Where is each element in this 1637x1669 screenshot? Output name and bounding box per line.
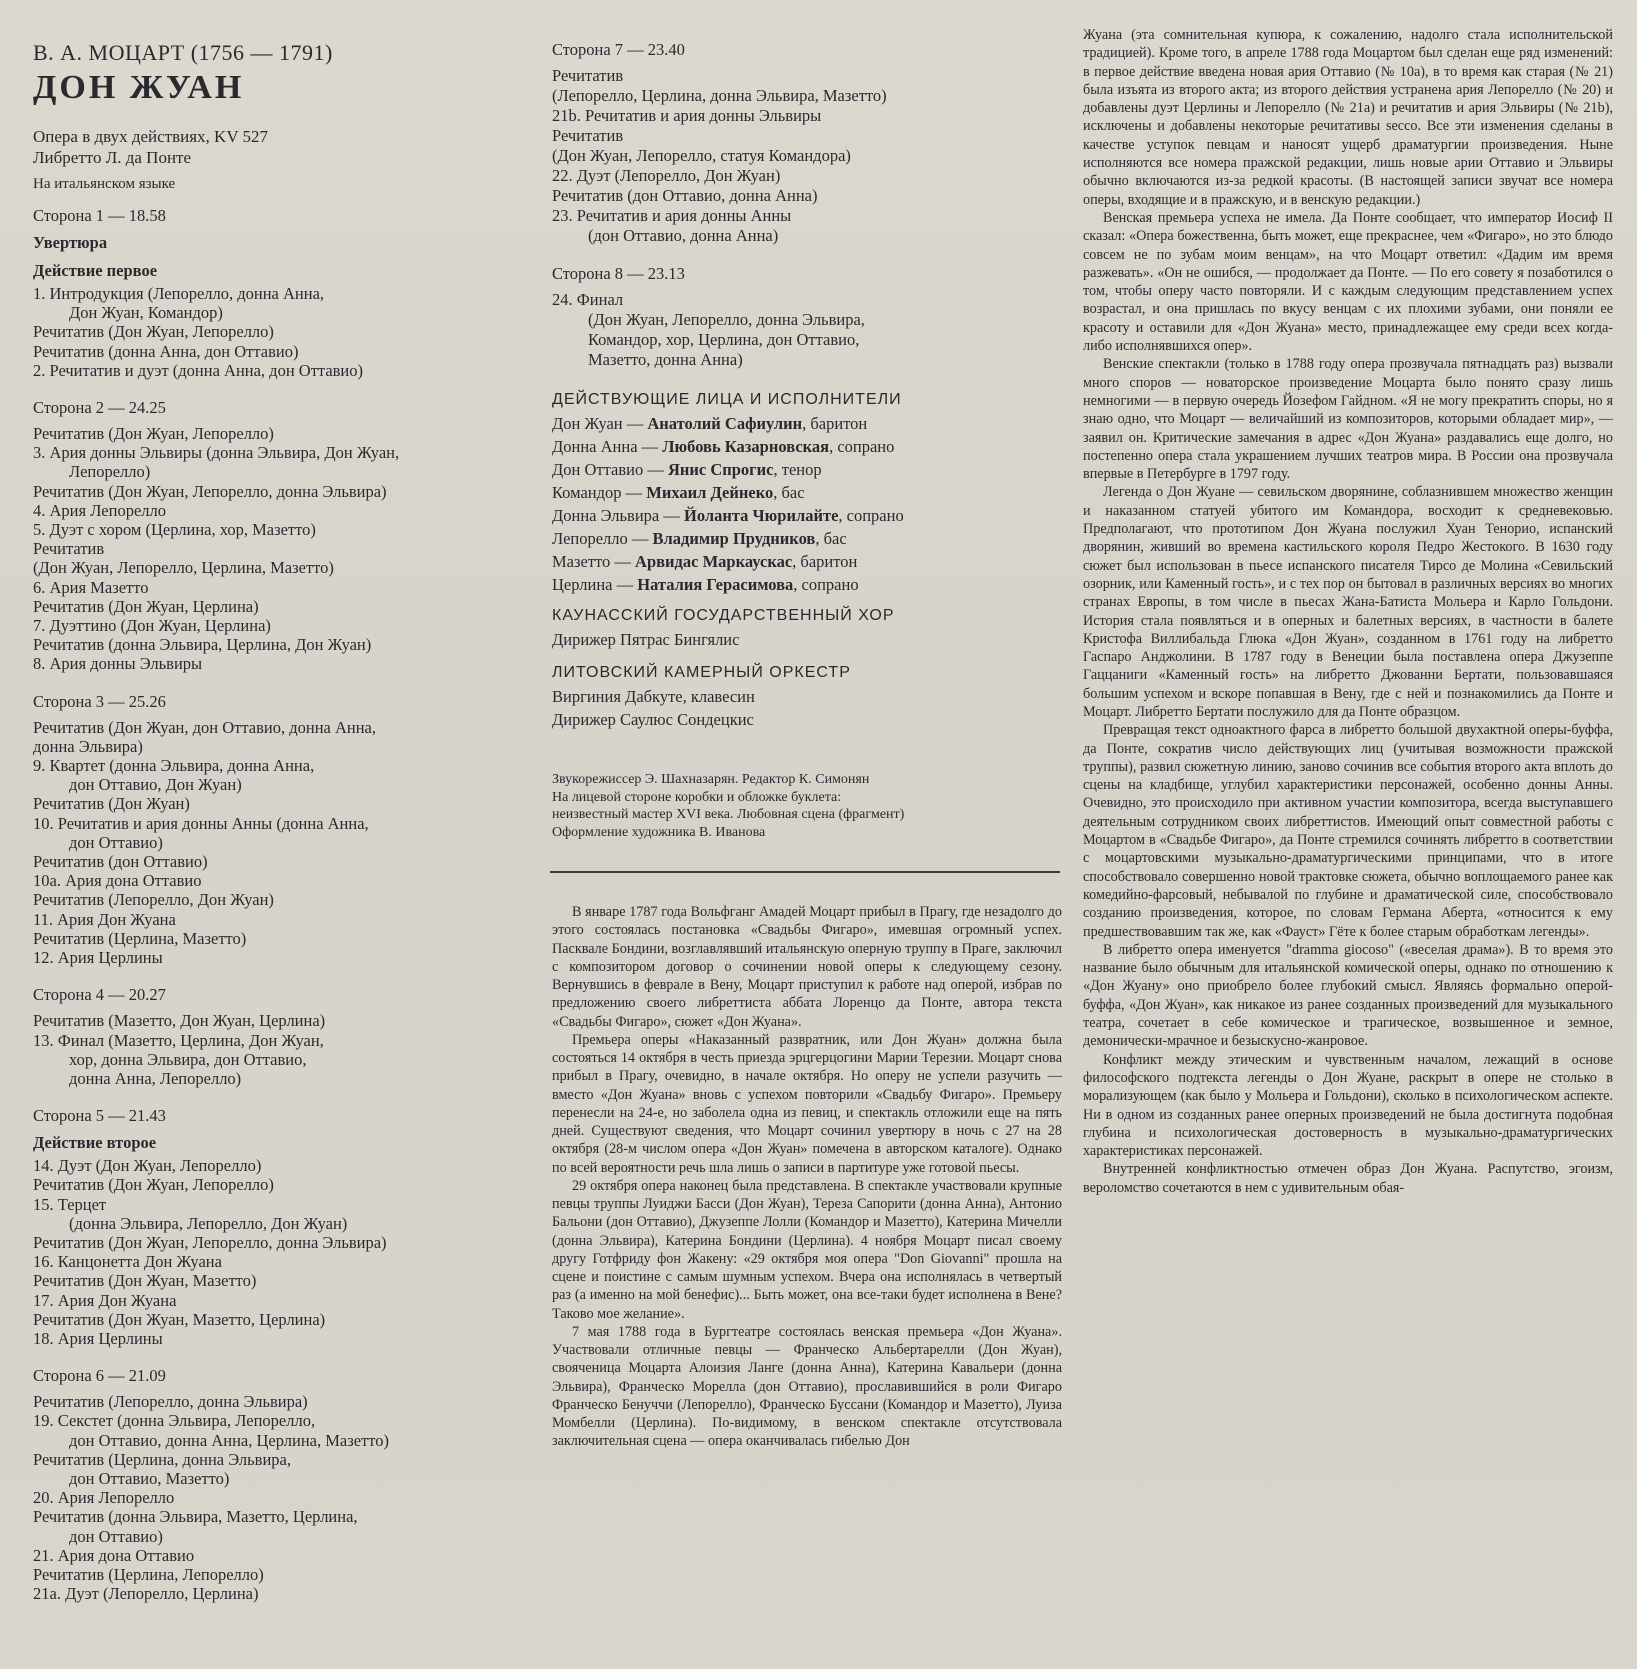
cast-entry xyxy=(552,481,1062,504)
track-line: Речитатив (Церлина, Мазетто) xyxy=(33,928,247,948)
side-4-tracks xyxy=(33,1011,533,1088)
track-line: 17. Ария Дон Жуана xyxy=(33,1290,177,1310)
track-line: Речитатив (Дон Жуан, Мазетто) xyxy=(33,1271,257,1291)
harpsichord-credit xyxy=(552,685,1062,708)
track-line: Речитатив (донна Эльвира, Церлина, Дон Жуан) xyxy=(33,635,372,655)
track-line: Речитатив (Лепорелло, донна Эльвира) xyxy=(33,1392,308,1412)
track-line: (донна Эльвира, Лепорелло, Дон Жуан) xyxy=(69,1213,348,1233)
opera-subtitle: Опера в двух действиях, KV 527 xyxy=(33,127,269,146)
track-line: 16. Канцонетта Дон Жуана xyxy=(33,1252,222,1272)
cast-performer: Владимир Прудников xyxy=(652,529,816,548)
cast-voice: , сопрано xyxy=(793,575,859,594)
essay-paragraph: Премьера оперы «Наказанный развратник, или Дон Жуан» должна была состояться 14 октября в честь приезда эрцгерцогини Марии Терезии. Моцарт снова прибыл в Прагу, очевидно, в начале октября. Но оперу не успели разучить — вместо «Дон Жуана» вновь с успехом повторили «Свадьбу Фигаро». Премьеру перенесли на 24-е, но заболела одна из певиц, и спектакль отложили еще на пять дней. Существуют сведения, что Моцарт сочинил увертюру в ночь с 27 на 28 октября (28-м числом опера «Дон Жуан» помечена в авторском каталоге). Однако по всей вероятности речь шла лишь о записи в партитуре уже готовой пьесы. xyxy=(552,1031,1062,1176)
track-line: 7. Дуэттино (Дон Жуан, Церлина) xyxy=(33,616,271,636)
track-line: 21а. Дуэт (Лепорелло, Церлина) xyxy=(33,1584,259,1604)
track-line: (Дон Жуан, Лепорелло, статуя Командора) xyxy=(552,146,851,165)
conductor-name: Саулюс Сондецкис xyxy=(620,710,754,729)
track-line: 12. Ария Церлины xyxy=(33,948,163,968)
track-line: Речитатив (Дон Жуан, Мазетто, Церлина) xyxy=(33,1309,326,1329)
act-one-heading: Действие первое xyxy=(33,261,158,280)
cast-entry xyxy=(552,504,1062,527)
track-line: Речитатив (Дон Жуан, Лепорелло) xyxy=(33,424,274,444)
track-line: хор, донна Эльвира, дон Оттавио, xyxy=(69,1049,307,1069)
track-line: 14. Дуэт (Дон Жуан, Лепорелло) xyxy=(33,1156,262,1176)
track-line: дон Оттавио, донна Анна, Церлина, Мазетто) xyxy=(69,1430,390,1450)
libretto-credit: Либретто Л. да Понте xyxy=(33,148,192,167)
track-line: Речитатив (Мазетто, Дон Жуан, Церлина) xyxy=(33,1011,326,1031)
track-line: Речитатив (Лепорелло, Дон Жуан) xyxy=(33,890,274,910)
essay-paragraph: Венская премьера успеха не имела. Да Понте сообщает, что император Иосиф II сказал: «Опера божественна, быть может, еще прекраснее, чем «Фигаро», но это блюдо совсем не по зубам моим венцам», на что Моцарт ответил: «Дадим им время разжевать». «Он не ошибся, — продолжает да Понте. — По его совету я позаботился о том, чтобы оперу часто повторяли. И с каждым следующим представлением успех возрастал, и она пришлась по вкусу венцам с их плохими зубами, они поняли ее красоту и оставили для «Дон Жуана» место, принадлежащее ему среди всех когда-либо исполнявшихся опер». xyxy=(1083,209,1613,355)
essay-paragraph: Венские спектакли (только в 1788 году опера прозвучала пятнадцать раз) вызвали много споров — новаторское произведение Моцарта было понято сразу лишь немногими — в первую очередь Йозефом Гайдном. «Я не могу прекратить споры, но я знаю одно, что Моцарт — величайший из композиторов, которыми обладает мир», — заявил он. Критические замечания в адрес «Дон Жуана» раздавались еще долго, но постепенно опера стала украшением лучших театров мира. В России она прозвучала впервые в Петербурге в 1797 году. xyxy=(1083,356,1613,483)
harpsichordist-name: Виргиния Дабкуте xyxy=(552,687,683,706)
credit-line: Звукорежиссер Э. Шахназарян. Редактор К. Симонян xyxy=(552,772,870,787)
side-7-tracks xyxy=(552,66,1062,246)
side-heading-4: Сторона 4 — 20.27 xyxy=(33,985,166,1005)
track-line: 24. Финал xyxy=(552,290,624,309)
essay-paragraph: Превращая текст одноактного фарса в либретто большой двухактной оперы-буффа, да Понте, сократив число действующих лиц (учитывая возможности пражской труппы), развил сюжетную линию, заново сочинив все события второго акта вплоть до сцены на кладбище, углубил характеристики персонажей, особенно донны Анны. Очевидно, это происходило при активном участии композитора, всегда выступавшего деятельным сотрудником своих либреттистов. Имеющий опыт совместной работы с Моцартом в «Свадьбе Фигаро», да Понте стремился сочинять либретто в соответствии с моцартовскими музыкально-драматургическими принципами, что в итоге способствовало совершенно новой трактовке сюжета, обычно воплощаемого ранее как комедийно-фарсовый, небывалой по глубине и драматической силе, способствовало созданию произведения, которое, по словам Германа Аберта, «относится к ему предшествовавшим так же, как «Фауст» Гёте к более старым обработкам легенды». xyxy=(1083,722,1613,940)
cast-voice: , баритон xyxy=(802,414,868,433)
cast-role: Лепорелло — xyxy=(552,529,653,548)
essay-paragraph: 29 октября опера наконец была представлена. В спектакле участвовали крупные певцы труппы Луиджи Басси (Дон Жуан), Тереза Сапорити (донна Анна), Антонио Бальони (дон Оттавио), Джузеппе Лолли (Командор и Мазетто), Катерина Мичелли (донна Эльвира), Катерина Бондини (Церлина). 4 ноября Моцарт писал своему другу Готфриду фон Жакену: «29 октября моя опера "Don Giovanni" прошла на сцене и поистине с самым шумным успехом. Вчера она исполнялась в четвертый раз (а именно на мой бенефис)... Быть может, она все-таки будет исполнена в Вене? Таково мое желание». xyxy=(552,1177,1062,1322)
cast-entry xyxy=(552,412,1062,435)
track-line: Речитатив (Дон Жуан, Лепорелло) xyxy=(33,322,274,342)
track-line: 11. Ария Дон Жуана xyxy=(33,909,176,929)
track-line: Речитатив xyxy=(552,66,624,85)
cast-entry xyxy=(552,435,1062,458)
side-5-tracks xyxy=(33,1156,533,1348)
track-line: 6. Ария Мазетто xyxy=(33,577,149,597)
track-line: Речитатив (Дон Жуан, Лепорелло, донна Эльвира) xyxy=(33,1232,387,1252)
cast-entry xyxy=(552,527,1062,550)
track-line: Речитатив xyxy=(33,539,105,559)
conductor-label: Дирижер xyxy=(552,630,621,649)
credit-line: Оформление художника В. Иванова xyxy=(552,824,766,840)
cast-performer: Михаил Дейнеко xyxy=(646,483,774,502)
divider-rule xyxy=(550,871,1060,873)
track-line: 10. Речитатив и ария донны Анны (донна Анна, xyxy=(33,813,369,833)
track-line: Мазетто, донна Анна) xyxy=(588,350,743,369)
conductor-label: Дирижер xyxy=(552,710,621,729)
track-line: донна Анна, Лепорелло) xyxy=(69,1068,242,1088)
side-heading-1: Сторона 1 — 18.58 xyxy=(33,206,166,225)
track-line: 5. Дуэт с хором (Церлина, хор, Мазетто) xyxy=(33,520,316,540)
track-line: (дон Оттавио, донна Анна) xyxy=(588,226,779,245)
side-3-tracks xyxy=(33,718,533,968)
cast-entry xyxy=(552,550,1062,573)
track-line: (Дон Жуан, Лепорелло, донна Эльвира, xyxy=(588,310,865,329)
track-line: Речитатив (дон Оттавио) xyxy=(33,852,208,872)
track-line: (Дон Жуан, Лепорелло, Церлина, Мазетто) xyxy=(33,558,334,578)
language-note: На итальянском языке xyxy=(33,176,176,192)
cast-role: Дон Оттавио — xyxy=(552,460,668,479)
track-line: Речитатив (Дон Жуан, Церлина) xyxy=(33,596,259,616)
cast-entry xyxy=(552,573,1062,596)
choir-heading: КАУНАССКИЙ ГОСУДАРСТВЕННЫЙ ХОР xyxy=(552,607,895,624)
track-line: (Лепорелло, Церлина, донна Эльвира, Мазетто) xyxy=(552,86,887,105)
overture-heading: Увертюра xyxy=(33,233,108,252)
track-line: 4. Ария Лепорелло xyxy=(33,500,166,520)
track-line: дон Оттавио, Дон Жуан) xyxy=(69,775,242,795)
cast-performer: Арвидас Маркаускас xyxy=(635,552,793,571)
track-line: Речитатив (донна Эльвира, Мазетто, Церлина, xyxy=(33,1507,358,1527)
choir-conductor xyxy=(552,628,1062,651)
track-line: 19. Секстет (донна Эльвира, Лепорелло, xyxy=(33,1411,316,1431)
side-heading-6: Сторона 6 — 21.09 xyxy=(33,1366,166,1386)
cast-voice: , бас xyxy=(773,483,805,502)
track-line: 21b. Речитатив и ария донны Эльвиры xyxy=(552,106,822,125)
track-line: Речитатив (Дон Жуан, дон Оттавио, донна Анна, xyxy=(33,717,376,737)
track-line: 1. Интродукция (Лепорелло, донна Анна, xyxy=(33,284,325,303)
track-line: Речитатив (Церлина, Лепорелло) xyxy=(33,1564,264,1584)
cast-performer: Йоланта Чюрилайте xyxy=(684,506,839,525)
track-line: 9. Квартет (донна Эльвира, донна Анна, xyxy=(33,756,315,776)
track-line: 22. Дуэт (Лепорелло, Дон Жуан) xyxy=(552,166,781,185)
track-line: дон Оттавио) xyxy=(69,832,163,852)
cast-role: Командор — xyxy=(552,483,647,502)
essay-paragraph: Жуана (эта сомнительная купюра, к сожалению, надолго стала исполнительской традицией). Кроме того, в апреле 1788 года Моцартом был сделан еще ряд изменений: в первое действие введена новая ария Оттавио (№ 10а), в то время как старая (№ 21) была изъята из второго акта; из второго действия устранена ария Лепорелло (№ 20) и добавлены дуэт Церлины и Лепорелло (№ 21а) и речитатив и ария Эльвиры (№ 21b), исключены и добавлены некоторые речитативы secco. Все эти изменения сделаны в качестве уступок певцам и наносят ущерб драматургии произведения. Ныне исполняются все номера пражской редакции, лишь новые арии Оттавио и Эльвиры обычно включаются из-за редкой красоты. (В настоящей записи звучат все номера оперы, входящие и в пражскую, и в венскую редакции.) xyxy=(1083,27,1613,208)
tracklist-column-2 xyxy=(552,40,1062,1451)
track-line: Речитатив (донна Анна, дон Оттавио) xyxy=(33,341,299,361)
essay-column-3 xyxy=(1083,26,1613,1197)
cast-performer: Наталия Герасимова xyxy=(637,575,794,594)
track-line: 13. Финал (Мазетто, Церлина, Дон Жуан, xyxy=(33,1030,324,1050)
side-heading-7: Сторона 7 — 23.40 xyxy=(552,40,685,59)
cast-voice: , баритон xyxy=(792,552,858,571)
essay-paragraph: Легенда о Дон Жуане — севильском дворянине, соблазнившем множество женщин и наказанном статуей убитого им Командора, восходит к средневековью. Предполагают, что прототипом Дон Жуана послужил Хуан Тенорио, испанский дворянин, живший во времена кастильского короля Педро Жестокого. В 1630 году сюжет был использован в пьесе испанского писателя Тирсо де Молина «Севильский озорник, или Каменный гость», и с тех пор он бытовал в различных версиях во многих странах Европы, в том числе в пьесах Жана-Батиста Мольера и Карло Гольдони. История стала появляться и в оперных и балетных версиях, в частности в балете Кристофа Виллибальда Глюка «Дон Жуан», созданном в 1761 году на либретто Гаспаро Анджолини. В 1787 году в Венеции была поставлена опера Джузеппе Гаццаниги «Каменный гость» на либретто Джованни Бертати, пользовавшаяся большим успехом и вскоре попавшая в Вену, где с ней и познакомились да Понте и Моцарт. Либретто Бертати послужило для да Понте образцом. xyxy=(1083,484,1613,720)
side-1-tracks xyxy=(33,284,533,380)
cast-role: Дон Жуан — xyxy=(552,414,648,433)
cast-voice: , сопрано xyxy=(829,437,895,456)
cast-voice: , бас xyxy=(815,529,847,548)
cast-role: Мазетто — xyxy=(552,552,636,571)
essay-paragraph: В либретто опера именуется "dramma giocoso" («веселая драма»). В то время это название было обычным для итальянской комической оперы, однако по отношению к «Дон Жуану» оно приобрело более глубокий смысл. Являясь формально оперой-буффа, «Дон Жуан», как никакое из ранее созданных произведений для музыкального театра, сочетает в себе комическое и трагическое, возвышенное и земное, демонически-мрачное и безыскусно-жанровое. xyxy=(1083,941,1613,1050)
track-line: дон Оттавио) xyxy=(69,1526,163,1546)
essay-paragraph: Внутренней конфликтностью отмечен образ Дон Жуана. Распутство, эгоизм, вероломство сочетаются в нем с удивительным обая- xyxy=(1083,1161,1613,1196)
track-line: 15. Терцет xyxy=(33,1194,107,1214)
track-line: 8. Ария донны Эльвиры xyxy=(33,654,203,674)
side-2-tracks xyxy=(33,424,533,674)
cast-performer: Анатолий Сафиулин xyxy=(647,414,803,433)
track-line: Речитатив (Дон Жуан, Лепорелло) xyxy=(33,1175,274,1195)
side-heading-3: Сторона 3 — 25.26 xyxy=(33,691,166,711)
cast-list xyxy=(552,412,1062,596)
track-line: Речитатив xyxy=(552,126,624,145)
cast-performer: Янис Спрогис xyxy=(667,460,774,479)
side-8-tracks xyxy=(552,290,1062,370)
cast-entry xyxy=(552,458,1062,481)
cast-voice: , сопрано xyxy=(838,506,904,525)
track-line: 21. Ария дона Оттавио xyxy=(33,1545,195,1565)
side-heading-5: Сторона 5 — 21.43 xyxy=(33,1106,166,1126)
instrument-label: , клавесин xyxy=(682,687,755,706)
tracklist-column-1 xyxy=(33,40,533,1603)
track-line: Лепорелло) xyxy=(69,462,151,482)
side-heading-8: Сторона 8 — 23.13 xyxy=(552,264,685,283)
track-line: Речитатив (Церлина, донна Эльвира, xyxy=(33,1449,292,1469)
act-two-heading: Действие второе xyxy=(33,1133,157,1153)
track-line: 20. Ария Лепорелло xyxy=(33,1488,175,1508)
cast-voice: , тенор xyxy=(773,460,822,479)
essay-paragraph: Конфликт между этическим и чувственным началом, лежащий в основе философского подтекста легенды о Дон Жуане, раскрыт в опере не столько в морализующем (как было у Мольера и Гольдони), сколько в психологическом аспекте. Ни в одном из созданных ранее оперных произведений не была достигнута подобная глубина и психологическая достоверность в музыкально-драматургических характеристиках персонажей. xyxy=(1083,1051,1613,1160)
track-line: Дон Жуан, Командор) xyxy=(69,303,223,323)
track-line: 23. Речитатив и ария донны Анны xyxy=(552,206,792,225)
composer-heading: В. А. МОЦАРТ (1756 — 1791) xyxy=(33,40,333,65)
essay-paragraph: 7 мая 1788 года в Бургтеатре состоялась венская премьера «Дон Жуана». Участвовали отличные певцы — Франческо Альбертарелли (Дон Жуан), свояченица Моцарта Алоизия Ланге (донна Анна), Катерина Кавальери (донна Эльвира), Франческо Морелла (дон Оттавио), прославившийся в роли Фигаро Франческо Бенуччи (Лепорелло), Франческо Буссани (Командор и Мазетто), Луиза Момбелли (Церлина). По-видимому, в венском спектакле отсутствовала заключительная сцена — опера оканчивалась гибелью Дон xyxy=(552,1323,1062,1450)
essay-part-1 xyxy=(552,903,1062,1451)
track-line: 18. Ария Церлины xyxy=(33,1328,163,1348)
cast-role: Церлина — xyxy=(552,575,638,594)
track-line: Речитатив (Дон Жуан) xyxy=(33,794,190,814)
cast-role: Донна Эльвира — xyxy=(552,506,684,525)
track-line: Речитатив (дон Оттавио, донна Анна) xyxy=(552,186,818,205)
orchestra-conductor xyxy=(552,708,1062,731)
cast-heading: ДЕЙСТВУЮЩИЕ ЛИЦА И ИСПОЛНИТЕЛИ xyxy=(552,391,902,408)
track-line: 3. Ария донны Эльвиры (донна Эльвира, Дон Жуан, xyxy=(33,443,400,463)
credit-line: На лицевой стороне коробки и обложке буклета: xyxy=(552,789,842,805)
essay-paragraph: В январе 1787 года Вольфганг Амадей Моцарт прибыл в Прагу, где незадолго до этого состоялась постановка «Свадьбы Фигаро», имевшая огромный успех. Пасквале Бондини, возглавлявший итальянскую оперную труппу в Праге, заключил с композитором договор о сочинении новой оперы к следующему сезону. Вернувшись в феврале в Вену, Моцарт приступил к работе над оперой, избрав по предложению своего либреттиста аббата Лоренцо да Понте, автора текста «Свадьбы Фигаро», сюжет «Дон Жуана». xyxy=(552,904,1062,1030)
credit-line: неизвестный мастер XVI века. Любовная сцена (фрагмент) xyxy=(552,807,905,822)
cast-performer: Любовь Казарновская xyxy=(662,437,830,456)
production-credits xyxy=(552,771,1062,841)
cast-role: Донна Анна — xyxy=(552,437,663,456)
track-line: донна Эльвира) xyxy=(33,736,143,756)
track-line: Речитатив (Дон Жуан, Лепорелло, донна Эльвира) xyxy=(33,481,387,501)
orchestra-heading: ЛИТОВСКИЙ КАМЕРНЫЙ ОРКЕСТР xyxy=(552,664,851,681)
side-6-tracks xyxy=(33,1392,533,1603)
side-heading-2: Сторона 2 — 24.25 xyxy=(33,398,166,418)
conductor-name: Пятрас Бингялис xyxy=(620,630,740,649)
opera-title: ДОН ЖУАН xyxy=(33,69,245,106)
track-line: 10а. Ария дона Оттавио xyxy=(33,871,202,891)
track-line: 2. Речитатив и дуэт (донна Анна, дон Оттавио) xyxy=(33,360,364,380)
track-line: дон Оттавио, Мазетто) xyxy=(69,1468,230,1488)
track-line: Командор, хор, Церлина, дон Оттавио, xyxy=(588,330,860,349)
